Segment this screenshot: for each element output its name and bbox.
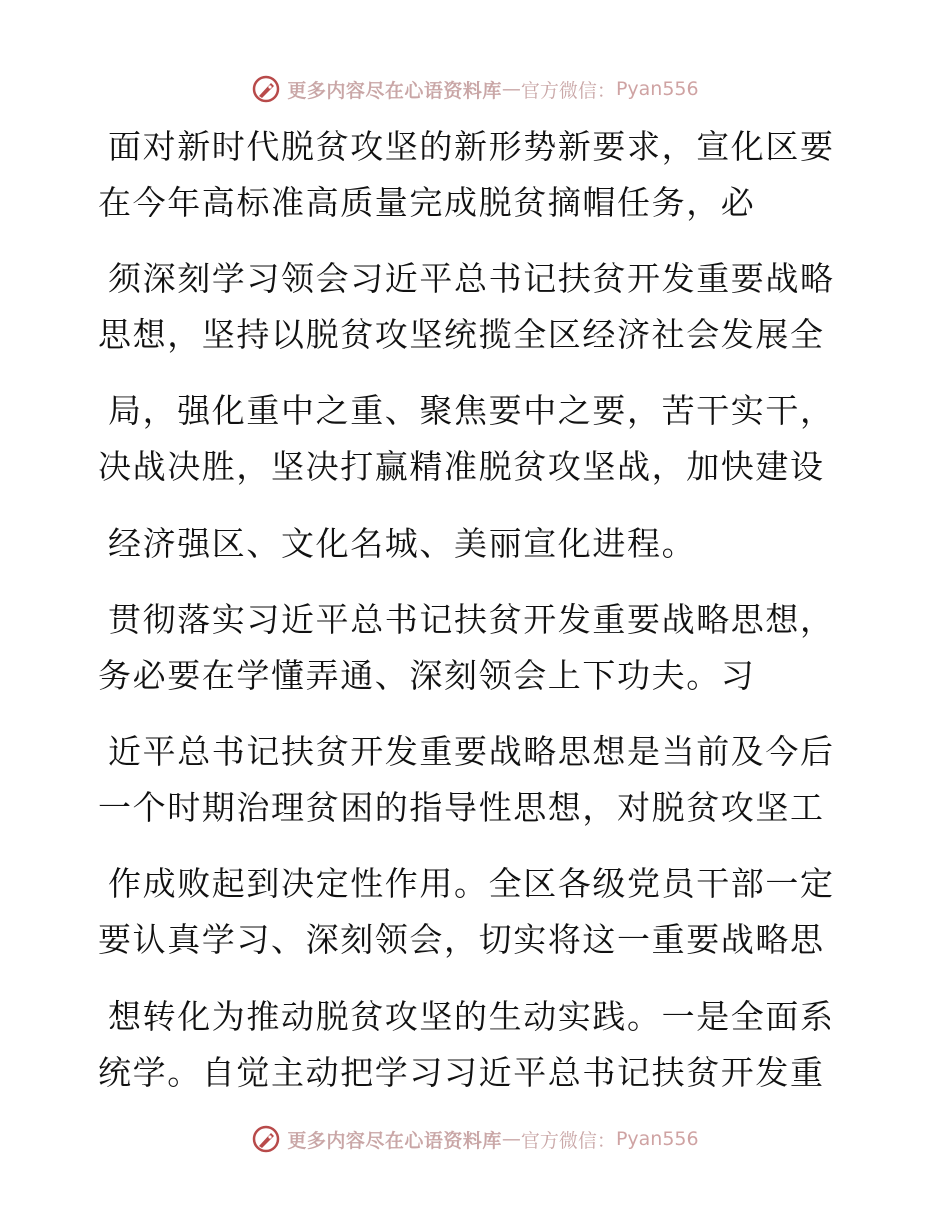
text-line: 作成败起到决定性作用。全区各级党员干部一定 [108, 864, 835, 903]
text-line: 统学。自觉主动把学习习近平总书记扶贫开发重 [98, 1053, 825, 1092]
banner-text: 更多内容尽在心语资料库 [287, 79, 502, 102]
text-line: 经济强区、文化名城、美丽宣化进程。 [108, 524, 697, 563]
text-line: 决战决胜，坚决打赢精准脱贫攻坚战，加快建设 [98, 447, 825, 486]
banner-label: 官方微信： [520, 1129, 616, 1152]
text-line: 近平总书记扶贫开发重要战略思想是当前及今后 [108, 732, 835, 771]
text-line: 要认真学习、深刻领会，切实将这一重要战略思 [98, 920, 825, 959]
text-line: 贯彻落实习近平总书记扶贫开发重要战略思想， [108, 600, 835, 639]
footer-banner [0, 1119, 950, 1159]
text-line: 想转化为推动脱贫攻坚的生动实践。一是全面系 [108, 997, 835, 1036]
banner-separator: — [501, 1128, 521, 1150]
banner-separator: — [501, 78, 521, 100]
text-line: 面对新时代脱贫攻坚的新形势新要求，宣化区要 [108, 127, 835, 166]
pen-nib-logo-icon [251, 1124, 281, 1154]
text-line: 务必要在学懂弄通、深刻领会上下功夫。习 [98, 656, 756, 695]
text-line: 局，强化重中之重、聚焦要中之要，苦干实干， [108, 391, 835, 430]
banner-label: 官方微信： [520, 79, 616, 102]
text-line: 在今年高标准高质量完成脱贫摘帽任务，必 [98, 183, 756, 222]
text-line: 须深刻学习领会习近平总书记扶贫开发重要战略 [108, 259, 835, 298]
banner-wechat-id: Pyan556 [615, 1128, 699, 1150]
banner-text: 更多内容尽在心语资料库 [287, 1129, 502, 1152]
banner-wechat-id: Pyan556 [615, 78, 699, 100]
text-line: 一个时期治理贫困的指导性思想，对脱贫攻坚工 [98, 788, 825, 827]
text-line: 思想，坚持以脱贫攻坚统揽全区经济社会发展全 [98, 315, 825, 354]
